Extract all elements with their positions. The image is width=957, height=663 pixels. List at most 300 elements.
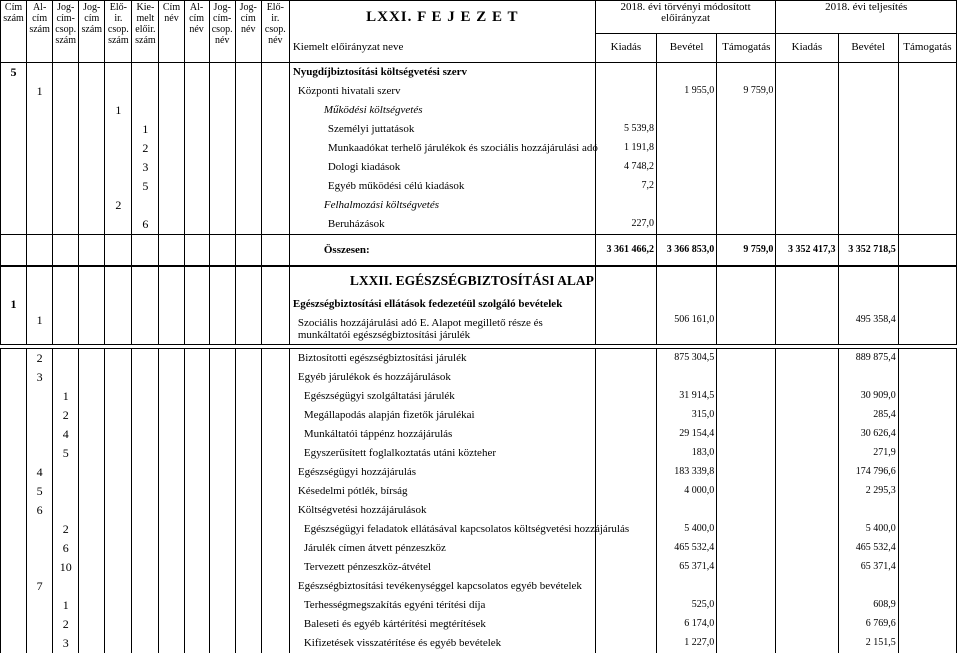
empty-cell (235, 196, 261, 215)
empty-cell (159, 158, 184, 177)
empty-cell (159, 615, 184, 634)
code-alcim (27, 177, 53, 196)
code-jcs: 1 (53, 596, 79, 615)
empty-cell (159, 539, 184, 558)
value-t (717, 615, 776, 634)
empty-cell (235, 387, 261, 406)
empty-cell (159, 558, 184, 577)
value-k: 4 748,2 (595, 158, 656, 177)
code-ecs: 1 (105, 101, 132, 120)
value-k2 (776, 634, 838, 653)
empty-cell (235, 120, 261, 139)
empty-cell (261, 425, 289, 444)
table-row (1, 62, 957, 82)
value-t2 (898, 520, 956, 539)
empty-cell (184, 501, 209, 520)
value-b (657, 139, 717, 158)
empty-cell (235, 615, 261, 634)
value-b: 65 371,4 (657, 558, 717, 577)
empty-cell (184, 120, 209, 139)
value-t2 (898, 215, 956, 235)
value-k (595, 577, 656, 596)
value-k2 (776, 101, 838, 120)
empty-cell (184, 558, 209, 577)
code-alcim (27, 215, 53, 235)
table-row (1, 615, 957, 634)
empty-cell (235, 368, 261, 387)
code-jc (79, 520, 105, 539)
empty-cell (235, 539, 261, 558)
row-name: Egyéb járulékok és hozzájárulások (289, 368, 595, 387)
value-b (657, 177, 717, 196)
empty-cell (209, 196, 235, 215)
code-jc (79, 634, 105, 653)
table-row (1, 406, 957, 425)
col-jogcim-nev: Jog-cím név (235, 1, 261, 63)
empty-cell (209, 482, 235, 501)
value-k2 (776, 596, 838, 615)
col-jogcimcsop-szam: Jog-cím-csop. szám (53, 1, 79, 63)
col-eloircsop-nev: Elő-ir. csop. név (261, 1, 289, 63)
empty-cell (184, 314, 209, 345)
value-k (595, 62, 656, 82)
empty-cell (159, 387, 184, 406)
code-alcim: 1 (27, 82, 53, 101)
code-kiem: 3 (132, 158, 159, 177)
row-name: Nyugdíjbiztosítási költségvetési szerv (289, 62, 595, 82)
value-k (595, 314, 656, 345)
row-name: Terhességmegszakítás egyéni térítési díja (289, 596, 595, 615)
empty-cell (235, 177, 261, 196)
code-cim (1, 82, 27, 101)
empty-cell (209, 177, 235, 196)
code-ecs (105, 314, 132, 345)
code-jc (79, 215, 105, 235)
code-jcs (53, 120, 79, 139)
row-name: Felhalmozási költségvetés (289, 196, 595, 215)
value-k2 (776, 520, 838, 539)
value-b (657, 158, 717, 177)
value-t2 (898, 295, 956, 314)
code-ecs (105, 444, 132, 463)
value-t2 (898, 444, 956, 463)
row-name: Baleseti és egyéb kártérítési megtérítések (289, 615, 595, 634)
value-k2 (776, 463, 838, 482)
code-ecs (105, 520, 132, 539)
empty-cell (209, 577, 235, 596)
code-alcim (27, 615, 53, 634)
value-k2 (776, 482, 838, 501)
row-name: Szociális hozzájárulási adó E. Alapot megillető része és munkáltatói egészségbiztosítási járulék (289, 314, 595, 345)
empty-cell (261, 634, 289, 653)
value-b2: 6 769,6 (838, 615, 898, 634)
row-name: Működési költségvetés (289, 101, 595, 120)
value-t (717, 139, 776, 158)
empty-cell (209, 215, 235, 235)
value-t (717, 444, 776, 463)
code-kiem (132, 482, 159, 501)
value-b: 1 227,0 (657, 634, 717, 653)
table-row (1, 634, 957, 653)
value-k2 (776, 368, 838, 387)
code-kiem: 5 (132, 177, 159, 196)
code-cim (1, 615, 27, 634)
value-b: 183,0 (657, 444, 717, 463)
value-b2 (838, 295, 898, 314)
table-row (1, 348, 957, 368)
value-b2: 285,4 (838, 406, 898, 425)
empty-cell (159, 425, 184, 444)
value-k2 (776, 139, 838, 158)
code-cim (1, 520, 27, 539)
table-row (1, 577, 957, 596)
value-t2 (898, 406, 956, 425)
empty-cell (209, 120, 235, 139)
empty-cell (235, 101, 261, 120)
empty-cell (184, 406, 209, 425)
empty-cell (159, 501, 184, 520)
code-kiem (132, 62, 159, 82)
empty-cell (184, 177, 209, 196)
value-t (717, 558, 776, 577)
code-kiem (132, 577, 159, 596)
code-alcim (27, 520, 53, 539)
value-t2 (898, 158, 956, 177)
value-b2: 2 295,3 (838, 482, 898, 501)
col-name: Kiemelt előirányzat neve (289, 33, 595, 62)
value-k (595, 596, 656, 615)
value-b2: 495 358,4 (838, 314, 898, 345)
value-t2 (898, 577, 956, 596)
empty-cell (261, 520, 289, 539)
code-ecs (105, 406, 132, 425)
code-kiem (132, 539, 159, 558)
row-name: Biztosítotti egészségbiztosítási járulék (289, 348, 595, 368)
code-cim (1, 387, 27, 406)
code-jcs (53, 177, 79, 196)
value-t (717, 425, 776, 444)
empty-cell (209, 101, 235, 120)
section-lxxii-b (1, 348, 957, 653)
total-bevetel-2: 3 352 718,5 (838, 234, 898, 266)
table-row (1, 539, 957, 558)
value-t (717, 482, 776, 501)
empty-cell (261, 615, 289, 634)
code-cim (1, 425, 27, 444)
code-cim (1, 482, 27, 501)
value-k (595, 348, 656, 368)
empty-cell (159, 196, 184, 215)
value-k (595, 482, 656, 501)
empty-cell (235, 215, 261, 235)
value-t2 (898, 425, 956, 444)
code-ecs (105, 425, 132, 444)
empty-cell (235, 82, 261, 101)
row-name: Kifizetések visszatérítése és egyéb bevételek (289, 634, 595, 653)
value-t (717, 577, 776, 596)
code-jc (79, 101, 105, 120)
table-row (1, 295, 957, 314)
empty-cell (209, 295, 235, 314)
empty-cell (184, 295, 209, 314)
code-cim (1, 215, 27, 235)
value-b: 1 955,0 (657, 82, 717, 101)
code-ecs (105, 120, 132, 139)
table-row (1, 596, 957, 615)
code-alcim (27, 558, 53, 577)
code-jcs: 2 (53, 615, 79, 634)
value-k2 (776, 444, 838, 463)
value-t (717, 158, 776, 177)
empty-cell (159, 444, 184, 463)
code-cim (1, 348, 27, 368)
empty-cell (184, 82, 209, 101)
col-jogcimcsop-nev: Jog-cím-csop. név (209, 1, 235, 63)
value-k (595, 196, 656, 215)
empty-cell (184, 348, 209, 368)
code-cim (1, 558, 27, 577)
empty-cell (261, 314, 289, 345)
value-t2 (898, 539, 956, 558)
code-jc (79, 314, 105, 345)
value-k (595, 387, 656, 406)
value-t (717, 120, 776, 139)
value-k2 (776, 577, 838, 596)
value-b: 465 532,4 (657, 539, 717, 558)
value-k (595, 558, 656, 577)
code-kiem (132, 558, 159, 577)
empty-cell (184, 634, 209, 653)
code-jcs (53, 577, 79, 596)
value-k2 (776, 196, 838, 215)
value-b: 6 174,0 (657, 615, 717, 634)
empty-cell (235, 425, 261, 444)
value-t2 (898, 501, 956, 520)
code-ecs (105, 177, 132, 196)
empty-cell (261, 295, 289, 314)
code-jc (79, 387, 105, 406)
code-alcim (27, 120, 53, 139)
value-k (595, 539, 656, 558)
empty-cell (159, 577, 184, 596)
value-b2: 65 371,4 (838, 558, 898, 577)
empty-cell (184, 444, 209, 463)
value-b (657, 295, 717, 314)
value-t2 (898, 62, 956, 82)
value-k (595, 463, 656, 482)
empty-cell (159, 634, 184, 653)
code-kiem (132, 314, 159, 345)
code-jc (79, 596, 105, 615)
code-jcs: 2 (53, 520, 79, 539)
code-alcim: 1 (27, 314, 53, 345)
col-jogcim-szam: Jog-cím szám (79, 1, 105, 63)
empty-cell (261, 215, 289, 235)
value-t2 (898, 482, 956, 501)
empty-cell (235, 295, 261, 314)
value-b2 (838, 196, 898, 215)
code-cim (1, 196, 27, 215)
code-jcs (53, 348, 79, 368)
code-jcs (53, 158, 79, 177)
empty-cell (261, 577, 289, 596)
code-ecs: 2 (105, 196, 132, 215)
value-t2 (898, 634, 956, 653)
empty-cell (261, 348, 289, 368)
value-t: 9 759,0 (717, 82, 776, 101)
code-alcim (27, 444, 53, 463)
code-ecs (105, 368, 132, 387)
value-b2: 271,9 (838, 444, 898, 463)
chapter-title: LXXI. F E J E Z E T (289, 1, 595, 34)
value-k2 (776, 348, 838, 368)
code-jcs (53, 368, 79, 387)
empty-cell (209, 463, 235, 482)
value-t (717, 634, 776, 653)
col-tamogatas-1: Támogatás (717, 33, 776, 62)
code-jcs (53, 482, 79, 501)
empty-cell (261, 463, 289, 482)
value-k2 (776, 501, 838, 520)
empty-cell (209, 425, 235, 444)
code-cim (1, 577, 27, 596)
empty-cell (159, 348, 184, 368)
code-cim (1, 596, 27, 615)
code-cim (1, 406, 27, 425)
table-row (1, 177, 957, 196)
group-modositott: 2018. évi törvényi módosított előirányzat (595, 1, 776, 34)
code-cim (1, 158, 27, 177)
code-kiem (132, 196, 159, 215)
value-t2 (898, 348, 956, 368)
value-t2 (898, 558, 956, 577)
code-kiem (132, 368, 159, 387)
total-tamogatas: 9 759,0 (717, 234, 776, 266)
code-ecs (105, 577, 132, 596)
empty-cell (209, 314, 235, 345)
value-b2: 5 400,0 (838, 520, 898, 539)
code-jc (79, 295, 105, 314)
table-row (1, 558, 957, 577)
code-cim (1, 463, 27, 482)
code-alcim (27, 425, 53, 444)
code-jc (79, 158, 105, 177)
col-cim-szam: Cím szám (1, 1, 27, 63)
col-kiadas-1: Kiadás (595, 33, 656, 62)
col-alcim-szam: Al-cím szám (27, 1, 53, 63)
row-name: Egyéb működési célú kiadások (289, 177, 595, 196)
code-jcs (53, 314, 79, 345)
empty-cell (159, 520, 184, 539)
code-ecs (105, 348, 132, 368)
code-kiem (132, 425, 159, 444)
code-jc (79, 444, 105, 463)
code-cim: 5 (1, 62, 27, 82)
code-kiem (132, 82, 159, 101)
code-ecs (105, 634, 132, 653)
value-t (717, 406, 776, 425)
total-tamogatas-2 (898, 234, 956, 266)
value-t2 (898, 596, 956, 615)
code-ecs (105, 463, 132, 482)
empty-cell (209, 558, 235, 577)
total-bevetel: 3 366 853,0 (657, 234, 717, 266)
value-b: 506 161,0 (657, 314, 717, 345)
value-b2: 889 875,4 (838, 348, 898, 368)
value-b: 525,0 (657, 596, 717, 615)
value-k (595, 634, 656, 653)
value-k: 5 539,8 (595, 120, 656, 139)
empty-cell (209, 368, 235, 387)
code-jc (79, 501, 105, 520)
total-label: Összesen: (289, 234, 595, 266)
code-ecs (105, 62, 132, 82)
table-row (1, 139, 957, 158)
code-jcs (53, 101, 79, 120)
row-name: Dologi kiadások (289, 158, 595, 177)
code-cim (1, 539, 27, 558)
code-ecs (105, 139, 132, 158)
value-k2 (776, 314, 838, 345)
table-row (1, 463, 957, 482)
code-jc (79, 82, 105, 101)
empty-cell (159, 406, 184, 425)
value-k2 (776, 82, 838, 101)
chapter-2-title: LXXII. EGÉSZSÉGBIZTOSÍTÁSI ALAP (289, 266, 595, 295)
code-kiem: 1 (132, 120, 159, 139)
empty-cell (235, 314, 261, 345)
row-name: Központi hivatali szerv (289, 82, 595, 101)
group-teljesites: 2018. évi teljesítés (776, 1, 957, 34)
value-b2: 174 796,6 (838, 463, 898, 482)
empty-cell (261, 387, 289, 406)
code-jcs: 6 (53, 539, 79, 558)
section-lxxi (1, 62, 957, 234)
empty-cell (235, 558, 261, 577)
code-alcim: 6 (27, 501, 53, 520)
code-kiem (132, 406, 159, 425)
code-kiem (132, 348, 159, 368)
empty-cell (209, 348, 235, 368)
value-t2 (898, 368, 956, 387)
code-alcim (27, 539, 53, 558)
col-cim-nev: Cím név (159, 1, 184, 63)
code-jc (79, 615, 105, 634)
code-alcim (27, 295, 53, 314)
empty-cell (261, 444, 289, 463)
code-kiem (132, 463, 159, 482)
value-k: 1 191,8 (595, 139, 656, 158)
value-t2 (898, 139, 956, 158)
value-k2 (776, 539, 838, 558)
code-ecs (105, 158, 132, 177)
empty-cell (184, 196, 209, 215)
value-b (657, 101, 717, 120)
row-name: Egészségügyi hozzájárulás (289, 463, 595, 482)
empty-cell (184, 215, 209, 235)
value-t (717, 596, 776, 615)
value-t2 (898, 463, 956, 482)
value-b2 (838, 577, 898, 596)
value-b2 (838, 82, 898, 101)
value-b (657, 62, 717, 82)
value-t (717, 215, 776, 235)
value-b: 183 339,8 (657, 463, 717, 482)
empty-cell (235, 139, 261, 158)
row-name: Egészségügyi feladatok ellátásával kapcsolatos költségvetési hozzájárulás (289, 520, 595, 539)
code-jcs: 2 (53, 406, 79, 425)
empty-cell (235, 596, 261, 615)
